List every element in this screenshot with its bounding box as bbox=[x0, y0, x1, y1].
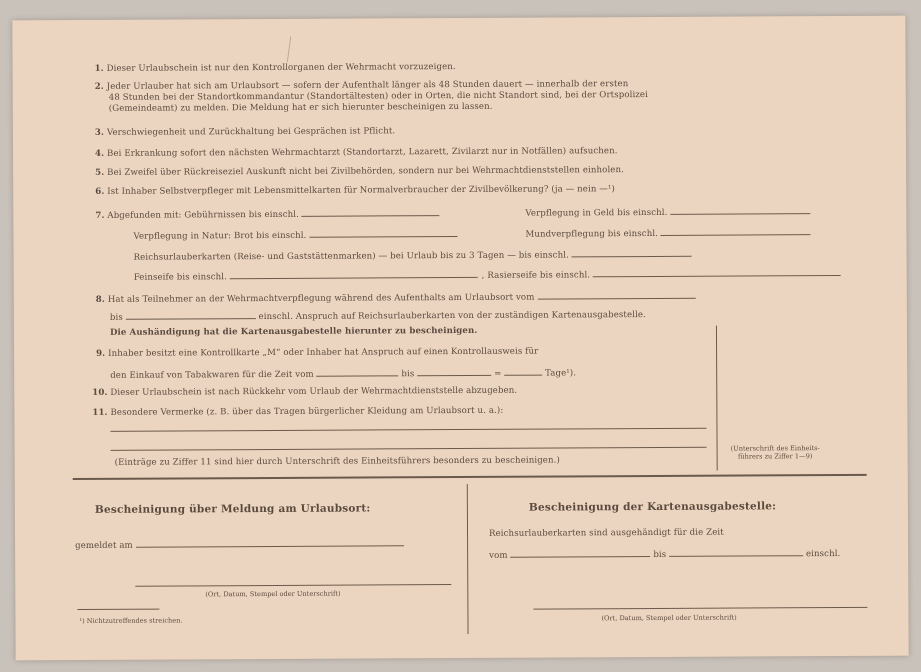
gemeldet-row: gemeldet am bbox=[75, 536, 404, 551]
tabak-to-field[interactable] bbox=[417, 366, 491, 376]
right-section-title: Bescheinigung der Kartenausgabestelle: bbox=[528, 500, 777, 514]
item-8-line-2: bis einschl. Anspruch auf Reichsurlauberkarten von der zuständigen Kartenausgabestelle. bbox=[109, 310, 646, 323]
item-2-line-2: 48 Stunden bei der Standortkommandantur (Standortältesten) oder in Orten, die nicht Standort sind, bei der Ortspolizei bbox=[108, 90, 648, 103]
bottom-center-divider bbox=[467, 484, 469, 634]
right-signature-caption: (Ort, Datum, Stempel oder Unterschrift) bbox=[601, 613, 737, 623]
left-section-title: Bescheinigung über Meldung am Urlaubsort: bbox=[94, 502, 371, 516]
verpflegung-geld-field[interactable] bbox=[670, 204, 810, 215]
mundverpflegung-field[interactable] bbox=[661, 225, 811, 236]
right-section-line-1: Reichsurlauberkarten sind ausgehändigt für die Zeit bbox=[488, 527, 724, 539]
item-8-line-1: 8. Hat als Teilnehmer an der Wehrmachtverpflegung während des Aufenthalts am Urlaubsort vom bbox=[96, 289, 696, 305]
item-2-line-3: (Gemeindeamt) zu melden. Die Meldung hat er sich hierunter bescheinigen zu lassen. bbox=[108, 101, 493, 114]
item-2-line-1: 2. Jeder Urlauber hat sich am Urlaubsort — sofern der Aufenthalt länger als 48 Stunden dauert — innerhalb der ersten bbox=[94, 79, 629, 92]
item-7-row-2-left: Verpflegung in Natur: Brot bis einschl. bbox=[133, 227, 457, 242]
item-11-line-1[interactable] bbox=[110, 428, 706, 432]
item-7-row-2-right: Mundverpflegung bis einschl. bbox=[525, 225, 810, 239]
leave-certificate-document bbox=[12, 16, 908, 661]
item-11-line-2[interactable] bbox=[111, 447, 707, 451]
wehrmachtverpflegung-to-field[interactable] bbox=[126, 309, 256, 320]
right-section-dates: vom bis einschl. bbox=[489, 546, 840, 561]
karten-to-field[interactable] bbox=[669, 546, 803, 557]
item-5: 5. Bei Zweifel über Rückreiseziel Auskunft nicht bei Zivilbehörden, sondern nur bei Wehrmachtdienststellen einholen. bbox=[95, 165, 624, 178]
item-9-line-2: den Einkauf von Tabakwaren für die Zeit vom bis = Tage¹). bbox=[110, 365, 576, 380]
item-11: 11. Besondere Vermerke (z. B. über das Tragen bürgerlicher Kleidung am Urlaubsort u. a.): bbox=[92, 405, 504, 418]
footnote: ¹) Nichtzutreffendes streichen. bbox=[79, 616, 183, 625]
item-9-line-1: 9. Inhaber besitzt eine Kontrollkarte „M“ oder Inhaber hat Anspruch auf einen Kontrollausweis für bbox=[96, 346, 539, 359]
item-1: 1. Dieser Urlaubschein ist nur den Kontrollorganen der Wehrmacht vorzuzeigen. bbox=[94, 62, 456, 74]
feinseife-field[interactable] bbox=[230, 268, 478, 279]
gebuehrnisse-field[interactable] bbox=[302, 206, 440, 217]
signature-box-caption: (Unterschrift des Einheits- führers zu Ziffer 1—9) bbox=[730, 444, 820, 461]
item-4: 4. Bei Erkrankung sofort den nächsten Wehrmachtarzt (Standortarzt, Lazarett, Zivilarzt nur in Notfällen) aufsuchen. bbox=[95, 146, 618, 159]
gemeldet-field[interactable] bbox=[136, 536, 404, 547]
item-7-row-4-left: Feinseife bis einschl. bbox=[134, 268, 478, 283]
wehrmachtverpflegung-from-field[interactable] bbox=[537, 289, 695, 300]
tabak-days-field[interactable] bbox=[504, 366, 542, 376]
item-10: 10. Dieser Urlaubschein ist nach Rückkehr vom Urlaub der Wehrmachtdienststelle abzugeben. bbox=[92, 385, 518, 398]
section-separator bbox=[73, 474, 867, 480]
rasierseife-field[interactable] bbox=[593, 266, 841, 277]
item-7-row-4-right: , Rasierseife bis einschl. bbox=[482, 266, 841, 281]
left-signature-caption: (Ort, Datum, Stempel oder Unterschrift) bbox=[205, 589, 341, 599]
tabak-from-field[interactable] bbox=[317, 366, 399, 376]
item-6: 6. Ist Inhaber Selbstverpfleger mit Lebensmittelkarten für Normalverbraucher der Zivilbevölkerung? (ja — nein —¹) bbox=[95, 184, 616, 197]
right-signature-line[interactable] bbox=[533, 607, 867, 610]
signature-box-divider bbox=[716, 326, 718, 471]
item-3: 3. Verschwiegenheit und Zurückhaltung bei Gesprächen ist Pflicht. bbox=[94, 126, 396, 138]
left-signature-line[interactable] bbox=[135, 584, 451, 587]
item-11-footnote: (Einträge zu Ziffer 11 sind hier durch Unterschrift des Einheitsführers besonders zu bescheinigen.) bbox=[114, 455, 560, 468]
brot-field[interactable] bbox=[309, 227, 457, 238]
footnote-rule bbox=[77, 609, 159, 610]
paper-crease bbox=[287, 36, 299, 63]
item-7-row-3: Reichsurlauberkarten (Reise- und Gaststättenmarken) — bei Urlaub bis zu 3 Tagen — bis einschl. bbox=[134, 247, 692, 263]
item-7-row-1-right: Verpflegung in Geld bis einschl. bbox=[525, 204, 810, 218]
reichsurlauberkarten-field[interactable] bbox=[572, 247, 692, 258]
item-8-line-3: Die Aushändigung hat die Kartenausgabestelle hierunter zu bescheinigen. bbox=[109, 325, 478, 338]
karten-from-field[interactable] bbox=[510, 547, 650, 558]
item-7-row-1-left: 7. Abgefunden mit: Gebührnissen bis einschl. bbox=[95, 206, 439, 221]
